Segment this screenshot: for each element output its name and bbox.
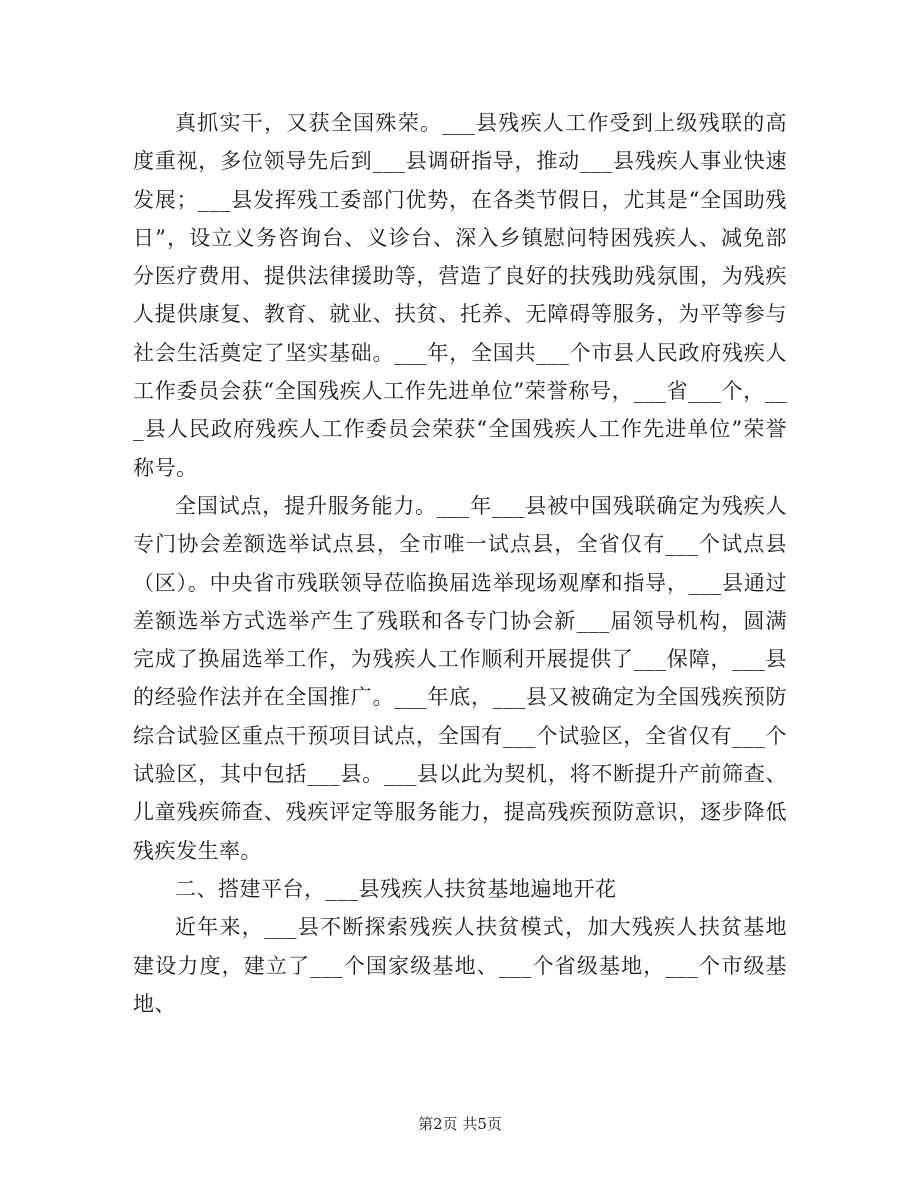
paragraph-poverty-base: 近年来，___县不断探索残疾人扶贫模式，加大残疾人扶贫基地建设力度，建立了___个国家级基地、___个省级基地，___个市级基地、 <box>133 915 787 1016</box>
paragraph-national-pilot: 全国试点，提升服务能力。___年___县被中国残联确定为残疾人专门协会差额选举试点县，全市唯一试点县，全省仅有___个试点县（区）。中央省市残联领导莅临换届选举现场观摩和指导，___县通过差额选举方式选举产生了残联和各专门协会新___届领导机构，圆满完成了换届选举工作，为残疾人工作顺利开展提供了___保障，___县的经验作法并在全国推广。___年底，___县又被确定为全国残疾预防综合试验区重点干预项目试点，全国有___个试验区，全省仅有___个试验区，其中包括___县。___县以此为契机，将不断提升产前筛查、儿童残疾筛查、残疾评定等服务能力，提高残疾预防意识，逐步降低残疾发生率。 <box>133 493 787 863</box>
section-heading: 二、搭建平台，___县残疾人扶贫基地遍地开花 <box>175 876 617 901</box>
document-body <box>133 104 787 1023</box>
paragraph-national-honor: 真抓实干，又获全国殊荣。___县残疾人工作受到上级残联的高度重视，多位领导先后到___县调研指导，推动___县残疾人事业快速发展；___县发挥残工委部门优势，在各类节假日，尤其是“全国助残日”，设立义务咨询台、义诊台、深入乡镇慰问特困残疾人、减免部分医疗费用、提供法律援助等，营造了良好的扶残助残氛围，为残疾人提供康复、教育、就业、扶贫、托养、无障碍等服务，为平等参与社会生活奠定了坚实基础。___年，全国共___个市县人民政府残疾人工作委员会获“全国残疾人工作先进单位”荣誉称号，___省___个，___县人民政府残疾人工作委员会荣获“全国残疾人工作先进单位”荣誉称号。 <box>133 111 787 480</box>
page-number: 第2页 共5页 <box>418 1115 502 1133</box>
